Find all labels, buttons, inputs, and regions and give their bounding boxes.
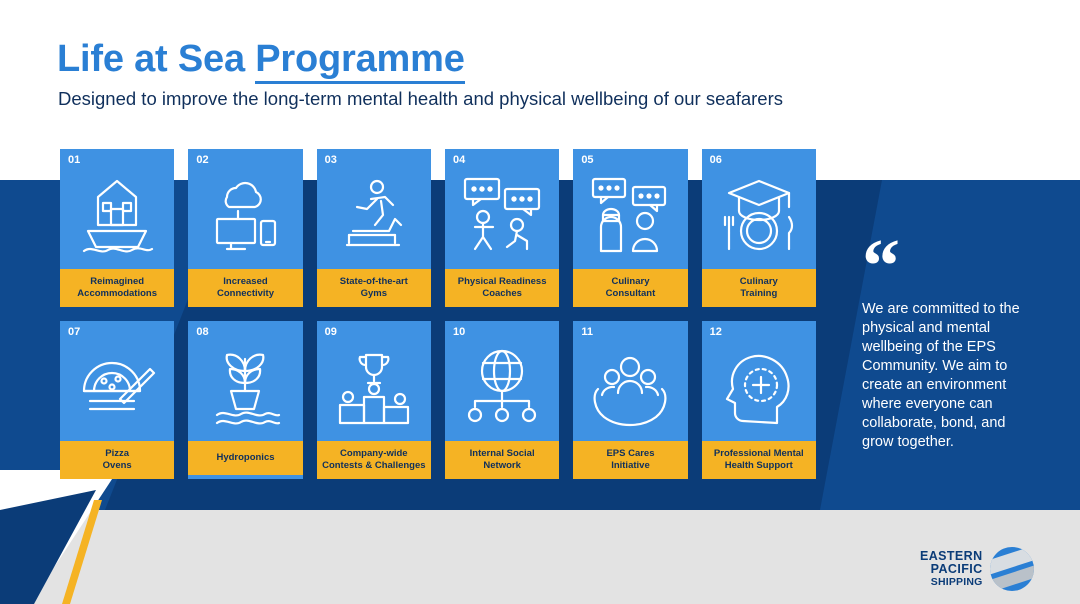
hands-people-icon [573, 321, 687, 441]
ship-icon [60, 149, 174, 269]
programme-card[interactable] [60, 149, 174, 307]
global-network-icon [445, 321, 559, 441]
card-number: 07 [68, 326, 81, 338]
card-label: State-of-the-art Gyms [317, 269, 431, 307]
pizza-oven-icon [60, 321, 174, 441]
card-label: Culinary Consultant [573, 269, 687, 307]
card-label: EPS Cares Initiative [573, 441, 687, 479]
card-number: 09 [324, 326, 337, 338]
treadmill-runner-icon [317, 149, 431, 269]
card-label: Company-wide Contests & Challenges [317, 441, 431, 479]
programme-card[interactable] [317, 149, 431, 307]
hydroponics-plant-icon [188, 321, 302, 441]
programme-card[interactable] [60, 321, 174, 479]
card-label: Professional Mental Health Support [702, 441, 816, 479]
card-number: 12 [709, 326, 722, 338]
coach-training-icon [445, 149, 559, 269]
programme-card[interactable] [702, 149, 816, 307]
page-title-part1: Life at Sea [57, 38, 256, 80]
card-number: 02 [196, 154, 209, 166]
quote-text: We are committed to the physical and mental wellbeing of the EPS Community. We aim to create an environment where everyone can collaborate, bond, and grow together. [862, 301, 1020, 450]
card-label: Reimagined Accommodations [60, 269, 174, 307]
page-title [57, 38, 465, 81]
card-number: 05 [581, 154, 594, 166]
page-subtitle: Designed to improve the long-term mental health and physical wellbeing of our seafarers [58, 88, 783, 109]
logo-text [920, 550, 983, 589]
card-label: Hydroponics [188, 441, 302, 475]
programme-card[interactable] [573, 321, 687, 479]
card-number: 08 [196, 326, 209, 338]
card-number: 11 [581, 326, 593, 338]
programme-card[interactable] [317, 321, 431, 479]
chef-consult-icon [573, 149, 687, 269]
logo-line-2: PACIFIC [930, 561, 983, 576]
quote-mark-icon: “ [862, 224, 900, 308]
logo-line-1: EASTERN [920, 548, 983, 563]
programme-card[interactable] [445, 149, 559, 307]
background-grey-band [0, 510, 1080, 604]
card-number: 10 [452, 326, 466, 338]
programme-card[interactable] [445, 321, 559, 479]
card-label: Culinary Training [702, 269, 816, 307]
programme-card-grid [60, 149, 816, 493]
card-label: Physical Readiness Coaches [445, 269, 559, 307]
podium-trophy-icon [317, 321, 431, 441]
head-medical-icon [702, 321, 816, 441]
card-number: 03 [324, 154, 337, 166]
card-label: Pizza Ovens [60, 441, 174, 479]
card-row-2 [60, 321, 816, 479]
cloud-computer-icon [188, 149, 302, 269]
card-number: 01 [68, 154, 81, 166]
card-label: Increased Connectivity [188, 269, 302, 307]
page-title-part2: Programme [255, 38, 464, 84]
logo-line-3: SHIPPING [930, 575, 983, 588]
programme-card[interactable] [188, 149, 302, 307]
card-row-1 [60, 149, 816, 307]
logo-globe-icon [990, 547, 1034, 591]
graduation-plate-icon [702, 149, 816, 269]
programme-card[interactable] [702, 321, 816, 479]
card-number: 06 [709, 154, 722, 166]
card-number: 04 [452, 154, 466, 166]
programme-card[interactable] [573, 149, 687, 307]
programme-card[interactable] [188, 321, 302, 479]
card-label: Internal Social Network [445, 441, 559, 479]
eps-logo [920, 547, 1034, 591]
